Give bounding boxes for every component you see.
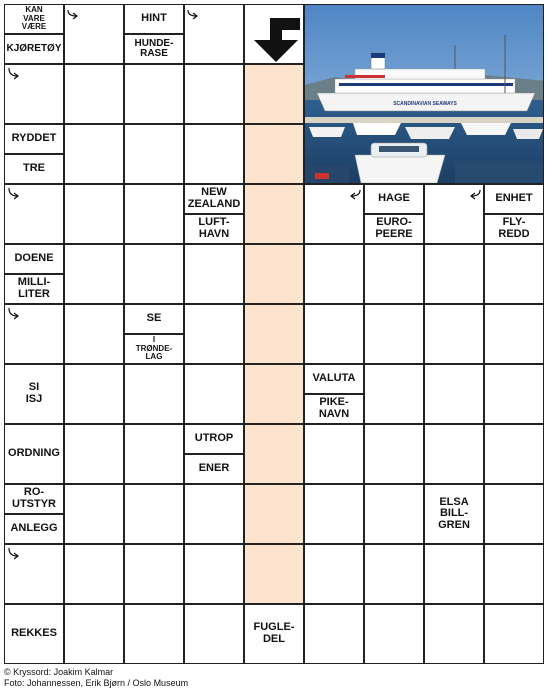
answer-cell[interactable]	[184, 64, 244, 124]
answer-cell[interactable]	[304, 244, 364, 304]
answer-cell[interactable]	[64, 604, 124, 664]
answer-cell[interactable]	[64, 424, 124, 484]
solution-cell[interactable]	[244, 364, 304, 424]
credits-crossword: © Kryssord: Joakim Kalmar	[4, 667, 114, 677]
answer-cell[interactable]	[64, 544, 124, 604]
corner-arrow-icon	[6, 187, 20, 201]
answer-cell[interactable]	[484, 244, 544, 304]
answer-cell[interactable]	[364, 604, 424, 664]
clue-i-trondelag: I TRØNDE- LAG	[124, 334, 184, 364]
clue-ryddet: RYDDET	[4, 124, 64, 154]
crossword-grid	[4, 4, 544, 664]
solution-cell[interactable]	[244, 64, 304, 124]
clue-valuta: VALUTA	[304, 364, 364, 394]
solution-cell[interactable]	[244, 124, 304, 184]
clue-se: SE	[124, 304, 184, 334]
clue-kan-vare-vaere: KAN VARE VÆRE	[4, 4, 64, 34]
answer-cell[interactable]	[124, 424, 184, 484]
answer-cell[interactable]	[124, 244, 184, 304]
answer-cell[interactable]	[124, 364, 184, 424]
clue-new-zealand: NEW ZEALAND	[184, 184, 244, 214]
answer-cell[interactable]	[424, 304, 484, 364]
answer-cell[interactable]	[124, 484, 184, 544]
clue-lufthavn: LUFT- HAVN	[184, 214, 244, 244]
clue-si-isj: SI ISJ	[4, 364, 64, 424]
answer-cell[interactable]	[184, 484, 244, 544]
answer-cell[interactable]	[64, 64, 124, 124]
answer-cell[interactable]	[484, 304, 544, 364]
answer-cell[interactable]	[424, 364, 484, 424]
answer-cell[interactable]	[64, 484, 124, 544]
clue-enhet: ENHET	[484, 184, 544, 214]
corner-arrow-icon	[66, 8, 80, 22]
clue-anlegg: ANLEGG	[4, 514, 64, 544]
clue-hage: HAGE	[364, 184, 424, 214]
answer-cell[interactable]	[304, 544, 364, 604]
clue-kjoretoy: KJØRETØY	[4, 34, 64, 64]
answer-cell[interactable]	[124, 124, 184, 184]
answer-cell[interactable]	[304, 604, 364, 664]
clue-ro-utstyr: RO- UTSTYR	[4, 484, 64, 514]
solution-cell[interactable]	[244, 544, 304, 604]
corner-arrow-icon	[186, 8, 200, 22]
clue-rekkes: REKKES	[4, 604, 64, 664]
solution-cell[interactable]	[244, 244, 304, 304]
clue-ener: ENER	[184, 454, 244, 484]
answer-cell[interactable]	[64, 364, 124, 424]
corner-arrow-icon	[468, 188, 482, 202]
answer-cell[interactable]	[304, 484, 364, 544]
corner-arrow-icon	[6, 67, 20, 81]
answer-cell[interactable]	[64, 124, 124, 184]
answer-cell[interactable]	[364, 544, 424, 604]
clue-europeere: EURO- PEERE	[364, 214, 424, 244]
solution-cell[interactable]	[244, 304, 304, 364]
answer-cell[interactable]	[184, 364, 244, 424]
answer-cell[interactable]	[484, 484, 544, 544]
answer-cell[interactable]	[364, 244, 424, 304]
answer-cell[interactable]	[124, 184, 184, 244]
clue-milliliter: MILLI- LITER	[4, 274, 64, 304]
answer-cell[interactable]	[124, 64, 184, 124]
solution-cell[interactable]	[244, 484, 304, 544]
answer-cell[interactable]	[304, 424, 364, 484]
clue-elsa-billgren: ELSA BILL- GREN	[424, 484, 484, 544]
clue-hunderase: HUNDE- RASE	[124, 34, 184, 64]
corner-arrow-icon	[6, 307, 20, 321]
answer-cell[interactable]	[184, 604, 244, 664]
answer-cell[interactable]	[184, 544, 244, 604]
answer-cell[interactable]	[364, 484, 424, 544]
answer-cell[interactable]	[424, 424, 484, 484]
answer-cell[interactable]	[64, 244, 124, 304]
clue-flyredd: FLY- REDD	[484, 214, 544, 244]
solution-cell[interactable]	[244, 424, 304, 484]
clue-pikenavn: PIKE- NAVN	[304, 394, 364, 424]
clue-doene: DOENE	[4, 244, 64, 274]
clue-hint: HINT	[124, 4, 184, 34]
answer-cell[interactable]	[424, 604, 484, 664]
answer-cell[interactable]	[184, 244, 244, 304]
answer-cell[interactable]	[484, 424, 544, 484]
corner-arrow-icon	[348, 188, 362, 202]
solution-cell[interactable]	[244, 184, 304, 244]
answer-cell[interactable]	[64, 304, 124, 364]
answer-cell[interactable]	[184, 124, 244, 184]
clue-tre: TRE	[4, 154, 64, 184]
answer-cell[interactable]	[124, 544, 184, 604]
answer-cell[interactable]	[364, 424, 424, 484]
answer-cell[interactable]	[484, 604, 544, 664]
answer-cell[interactable]	[124, 604, 184, 664]
bent-down-arrow-icon	[248, 12, 304, 64]
answer-cell[interactable]	[64, 184, 124, 244]
answer-cell[interactable]	[424, 544, 484, 604]
answer-cell[interactable]	[364, 304, 424, 364]
credits	[4, 667, 188, 689]
answer-cell[interactable]	[364, 364, 424, 424]
ferry-name-text: SCANDINAVIAN SEAWAYS	[393, 101, 457, 107]
answer-cell[interactable]	[424, 244, 484, 304]
clue-fugledel: FUGLE- DEL	[244, 604, 304, 664]
clue-utrop: UTROP	[184, 424, 244, 454]
ferry-photo	[304, 4, 544, 184]
answer-cell[interactable]	[184, 304, 244, 364]
ferry-illustration	[305, 5, 544, 184]
answer-cell[interactable]	[484, 364, 544, 424]
answer-cell[interactable]	[484, 544, 544, 604]
answer-cell[interactable]	[304, 304, 364, 364]
clue-ordning: ORDNING	[4, 424, 64, 484]
credits-photo: Foto: Johannessen, Erik Bjørn / Oslo Museum	[4, 678, 189, 688]
corner-arrow-icon	[6, 547, 20, 561]
